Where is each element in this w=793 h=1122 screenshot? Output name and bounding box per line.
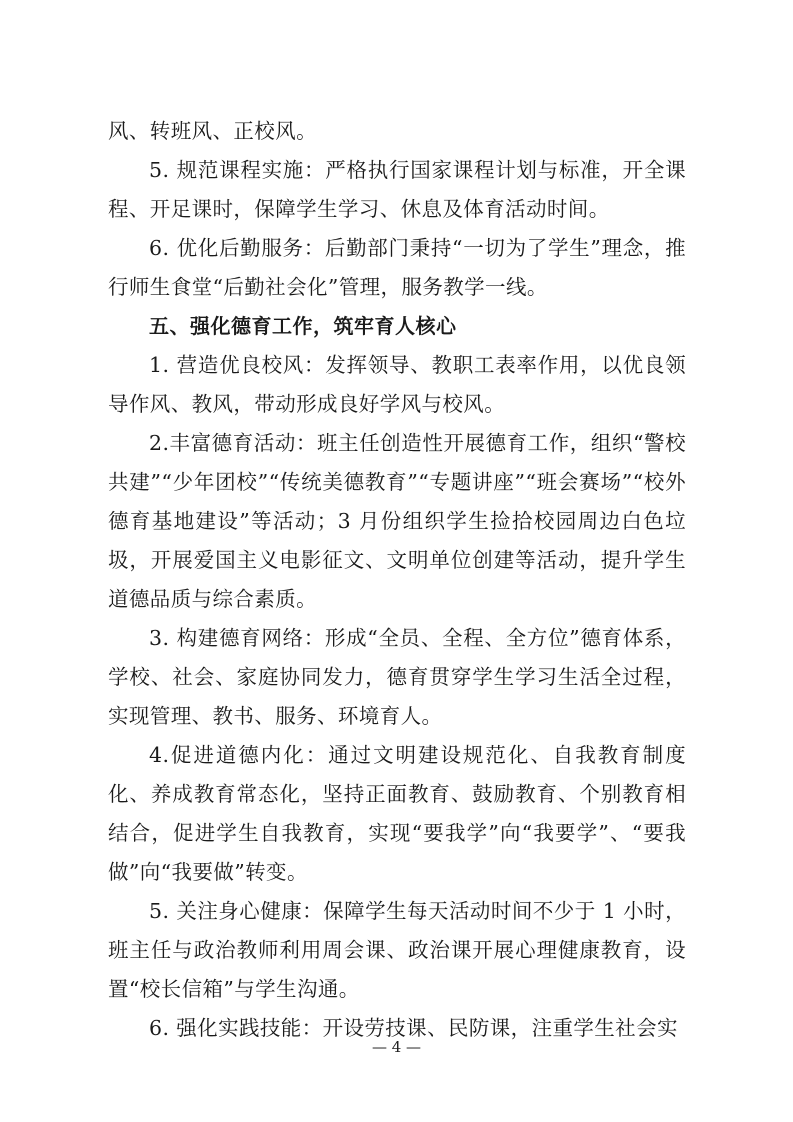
paragraph-item-school-spirit: 1. 营造优良校风：发挥领导、教职工表率作用，以优良领导作风、教风，带动形成良好学风与校风。 [108, 353, 686, 416]
paragraph-item-moral-activities: 2.丰富德育活动：班主任创造性开展德育工作，组织“警校共建”“少年团校”“传统美德教育”“专题讲座”“班会赛场”“校外德育基地建设”等活动；3 月份组织学生捡拾校园周边白色垃圾，开展爱国主义电影征文、文明单位创建等活动，提升学生道德品质与综合素质。 [108, 431, 686, 611]
paragraph-item-health: 5. 关注身心健康：保障学生每天活动时间不少于 1 小时，班主任与政治教师利用周会课、政治课开展心理健康教育，设置“校长信箱”与学生沟通。 [108, 899, 686, 1001]
page-number: — 4 — [371, 1038, 422, 1056]
paragraph-item-practical-skills: 6. 强化实践技能：开设劳技课、民防课，注重学生社会实 [149, 1016, 678, 1040]
paragraph-item-logistics-service: 6. 优化后勤服务：后勤部门秉持“一切为了学生”理念，推行师生食堂“后勤社会化”管理，服务教学一线。 [108, 236, 686, 299]
paragraph-item-moral-network: 3. 构建德育网络：形成“全员、全程、全方位”德育体系，学校、社会、家庭协同发力，德育贯穿学生学习生活全过程，实现管理、教书、服务、环境育人。 [108, 626, 686, 728]
paragraph-item-standardize-curriculum: 5. 规范课程实施：严格执行国家课程计划与标准，开全课程、开足课时，保障学生学习、休息及体育活动时间。 [108, 158, 686, 221]
paragraph-continuation: 风、转班风、正校风。 [108, 119, 317, 143]
paragraph-item-moral-internalization: 4.促进道德内化：通过文明建设规范化、自我教育制度化、养成教育常态化，坚持正面教育、鼓励教育、个别教育相结合，促进学生自我教育，实现“要我学”向“我要学”、“要我做”向“我要做”转变。 [108, 743, 686, 884]
document-body [108, 112, 686, 1048]
section-heading: 五、强化德育工作，筑牢育人核心 [149, 314, 457, 338]
